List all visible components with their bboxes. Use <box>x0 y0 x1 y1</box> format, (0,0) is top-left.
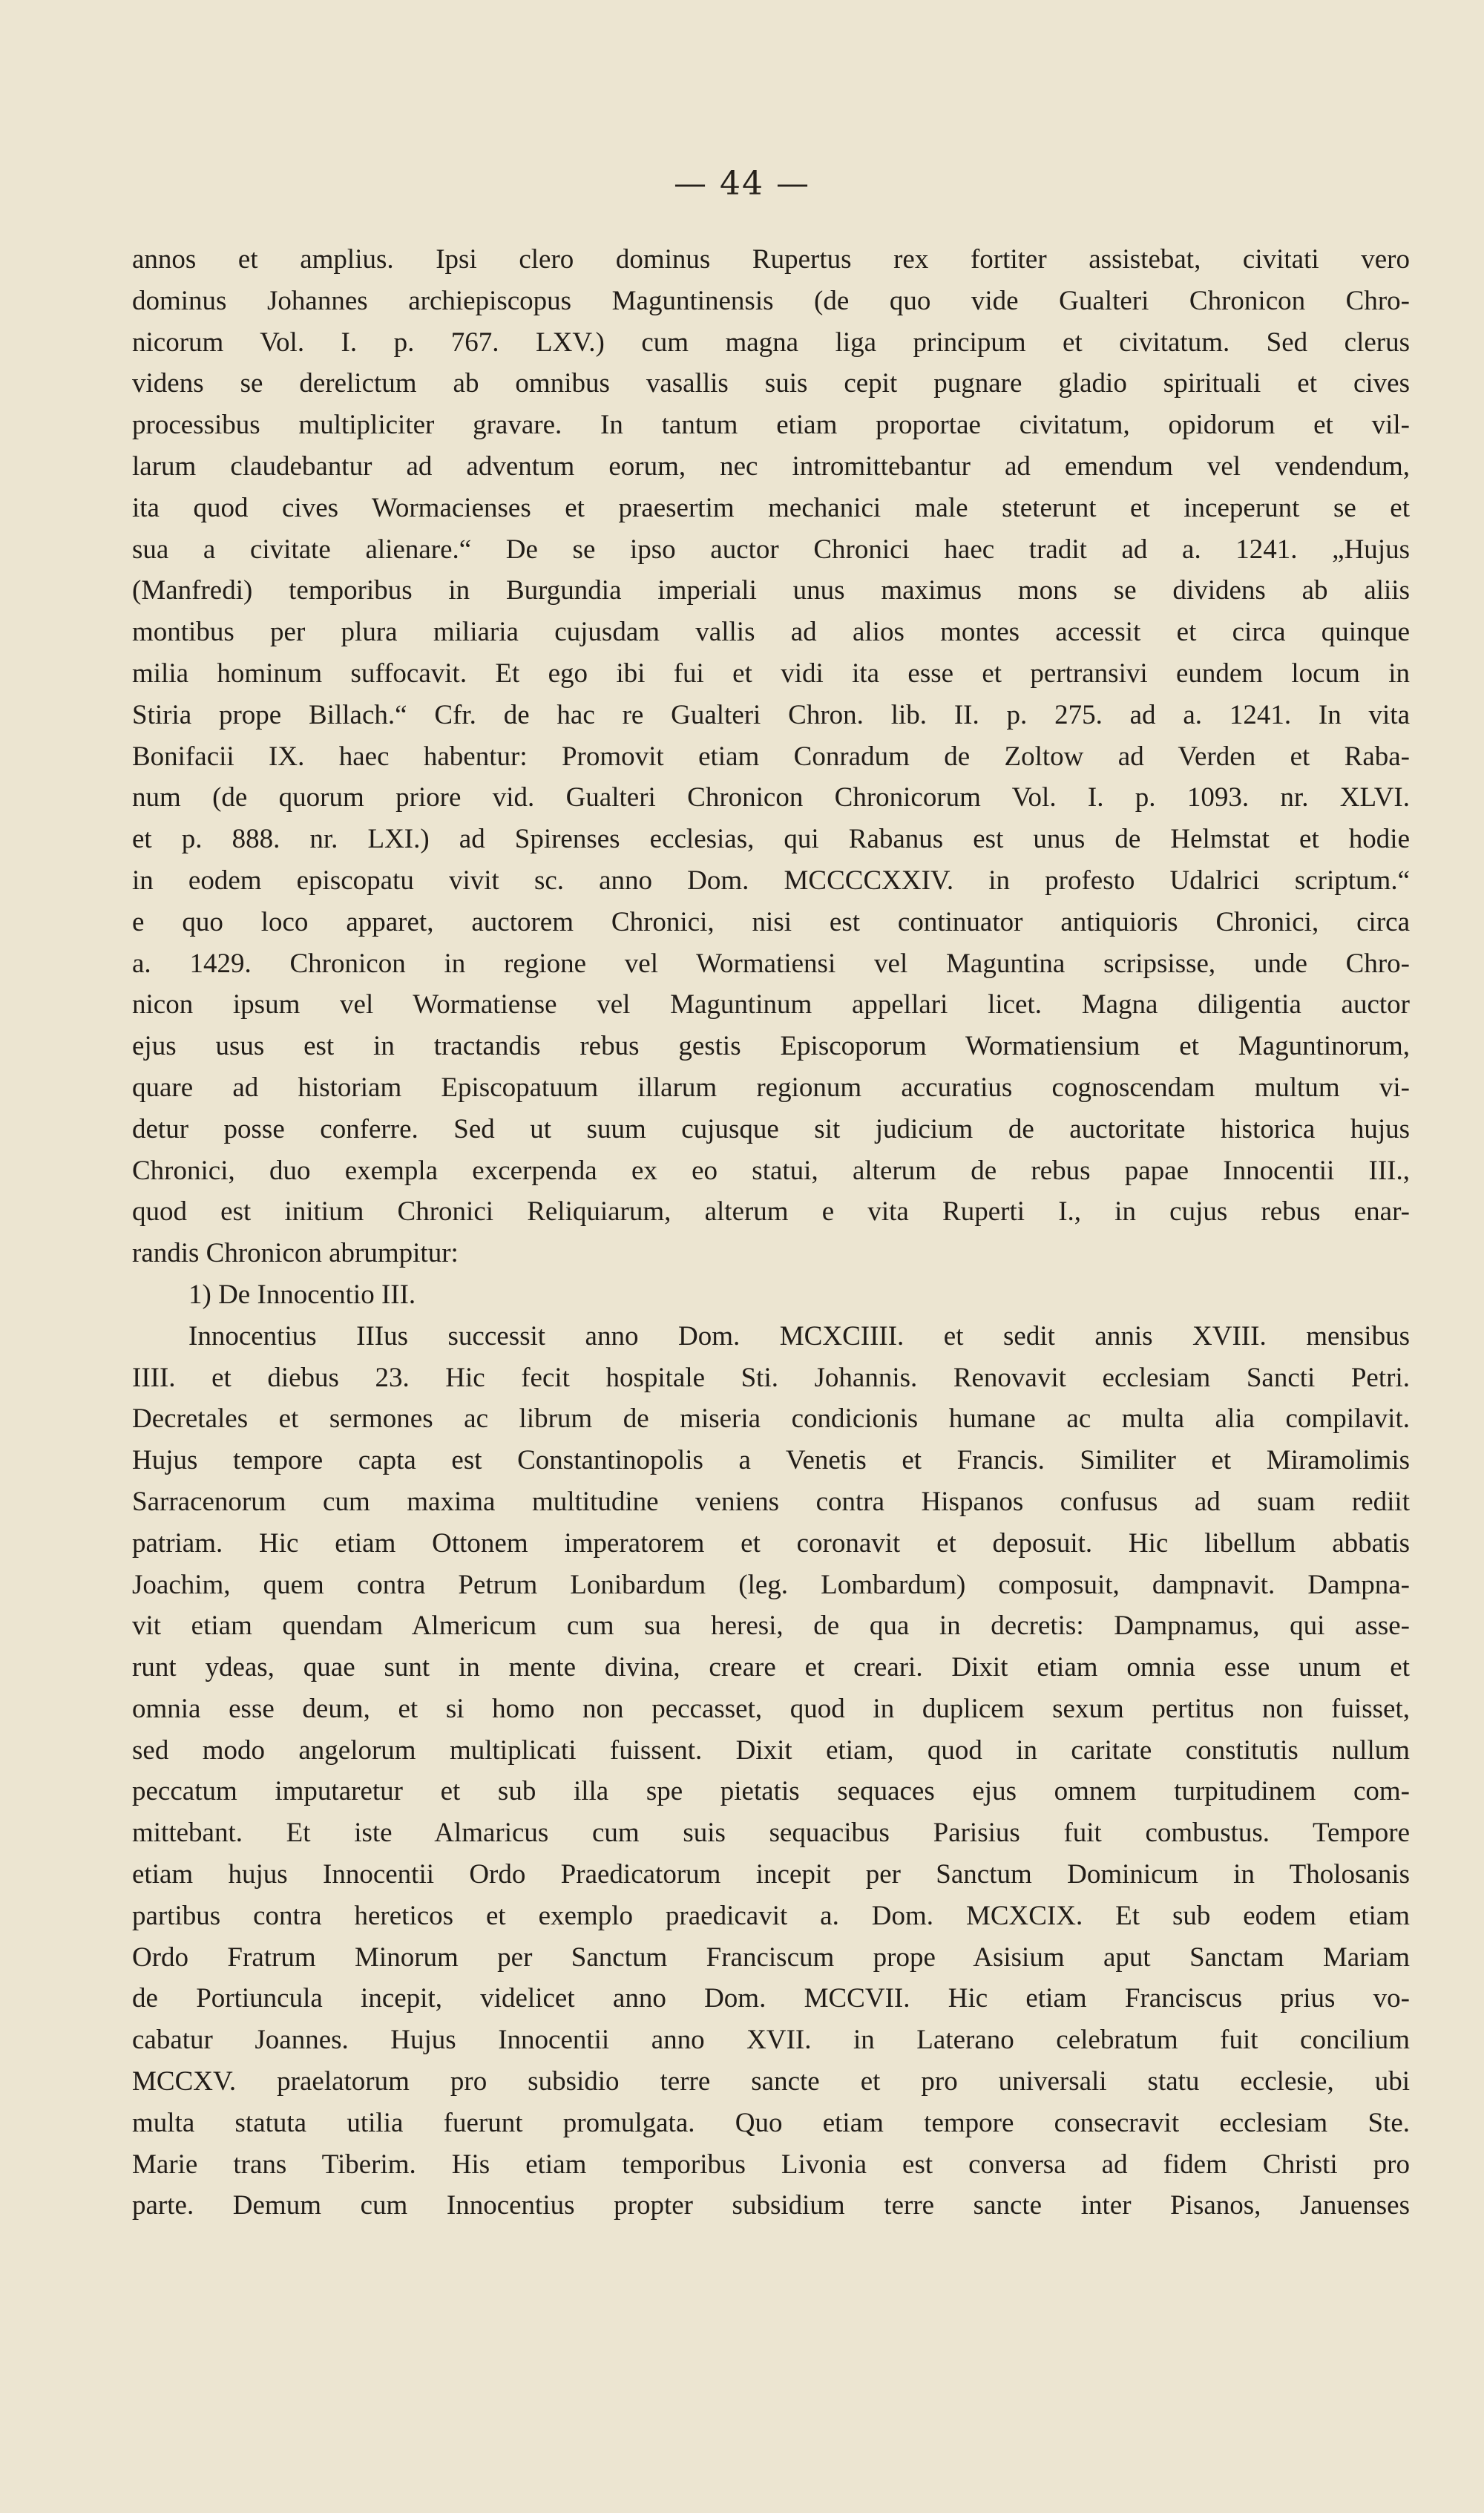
text-line: nicorum Vol. I. p. 767. LXV.) cum magna liga principum et civitatum. Sed clerus <box>132 327 1410 358</box>
text-line: Joachim, quem contra Petrum Lonibardum (leg. Lombardum) composuit, dampnavit. Dampna- <box>132 1569 1410 1600</box>
text-line: parte. Demum cum Innocentius propter subsidium terre sancte inter Pisanos, Januenses <box>132 2190 1410 2221</box>
text-line: IIII. et diebus 23. Hic fecit hospitale Sti. Johannis. Renovavit ecclesiam Sancti Petri. <box>132 1362 1410 1393</box>
text-line: MCCXV. praelatorum pro subsidio terre sancte et pro universali statu ecclesie, ubi <box>132 2066 1410 2097</box>
text-line: videns se derelictum ab omnibus vasallis suis cepit pugnare gladio spirituali et cives <box>132 368 1410 399</box>
text-line: nicon ipsum vel Wormatiense vel Maguntinum appellari licet. Magna diligentia auctor <box>132 989 1410 1020</box>
text-line: Ordo Fratrum Minorum per Sanctum Franciscum prope Asisium aput Sanctam Mariam <box>132 1942 1410 1973</box>
text-line: et p. 888. nr. LXI.) ad Spirenses ecclesias, qui Rabanus est unus de Helmstat et hodie <box>132 824 1410 855</box>
text-line: larum claudebantur ad adventum eorum, nec intromittebantur ad emendum vel vendendum, <box>132 450 1410 482</box>
text-line: Chronici, duo exempla excerpenda ex eo statui, alterum de rebus papae Innocentii III., <box>132 1155 1410 1186</box>
text-line: de Portiuncula incepit, videlicet anno Dom. MCCVII. Hic etiam Franciscus prius vo- <box>132 1983 1410 2014</box>
text-line: sua a civitate alienare.“ De se ipso auctor Chronici haec tradit ad a. 1241. „Hujus <box>132 534 1410 565</box>
text-line: (Manfredi) temporibus in Burgundia imperiali unus maximus mons se dividens ab aliis <box>132 575 1410 606</box>
text-line: detur posse conferre. Sed ut suum cujusque sit judicium de auctoritate historica hujus <box>132 1113 1410 1144</box>
text-line: randis Chronicon abrumpitur: <box>132 1238 459 1269</box>
text-line: Sarracenorum cum maxima multitudine veniens contra Hispanos confusus ad suam rediit <box>132 1486 1410 1517</box>
text-line: Bonifacii IX. haec habentur: Promovit etiam Conradum de Zoltow ad Verden et Raba- <box>132 741 1410 772</box>
text-line: patriam. Hic etiam Ottonem imperatorem et coronavit et deposuit. Hic libellum abbatis <box>132 1527 1410 1559</box>
body-text <box>132 239 1410 2227</box>
text-line: montibus per plura miliaria cujusdam vallis ad alios montes accessit et circa quinque <box>132 617 1410 648</box>
text-line: quare ad historiam Episcopatuum illarum regionum accuratius cognoscendam multum vi- <box>132 1072 1410 1103</box>
text-line: vit etiam quendam Almericum cum sua heresi, de qua in decretis: Dampnamus, qui asse- <box>132 1611 1410 1642</box>
text-line: dominus Johannes archiepiscopus Maguntinensis (de quo vide Gualteri Chronicon Chro- <box>132 285 1410 316</box>
text-line: cabatur Joannes. Hujus Innocentii anno XVII. in Laterano celebratum fuit concilium <box>132 2025 1410 2056</box>
text-line: etiam hujus Innocentii Ordo Praedicatorum incepit per Sanctum Dominicum in Tholosanis <box>132 1859 1410 1890</box>
text-line: omnia esse deum, et si homo non peccasset, quod in duplicem sexum pertitus non fuisset, <box>132 1693 1410 1724</box>
text-line: quod est initium Chronici Reliquiarum, alterum e vita Ruperti I., in cujus rebus enar- <box>132 1196 1410 1228</box>
text-line: sed modo angelorum multiplicati fuissent. Dixit etiam, quod in caritate constitutis nullum <box>132 1734 1410 1766</box>
text-line: ejus usus est in tractandis rebus gestis Episcoporum Wormatiensium et Maguntinorum, <box>132 1031 1410 1062</box>
text-line: a. 1429. Chronicon in regione vel Wormatiensi vel Maguntina scripsisse, unde Chro- <box>132 948 1410 979</box>
text-line: mittebant. Et iste Almaricus cum suis sequacibus Parisius fuit combustus. Tempore <box>132 1818 1410 1849</box>
page-number: — 44 — <box>674 165 810 203</box>
text-line: peccatum imputaretur et sub illa spe pietatis sequaces ejus omnem turpitudinem com- <box>132 1776 1410 1807</box>
text-line: e quo loco apparet, auctorem Chronici, nisi est continuator antiquioris Chronici, circa <box>132 906 1410 937</box>
section-heading: 1) De Innocentio III. <box>188 1279 416 1310</box>
text-line: Innocentius IIIus successit anno Dom. MCXCIIII. et sedit annis XVIII. mensibus <box>188 1320 1410 1351</box>
text-line: runt ydeas, quae sunt in mente divina, creare et creari. Dixit etiam omnia esse unum et <box>132 1652 1410 1683</box>
text-line: ita quod cives Wormacienses et praesertim mechanici male steterunt et inceperunt se et <box>132 492 1410 523</box>
text-line: Stiria prope Billach.“ Cfr. de hac re Gualteri Chron. lib. II. p. 275. ad a. 1241. In vita <box>132 699 1410 730</box>
text-line: milia hominum suffocavit. Et ego ibi fui et vidi ita esse et pertransivi eundem locum in <box>132 658 1410 689</box>
text-line: multa statuta utilia fuerunt promulgata. Quo etiam tempore consecravit ecclesiam Ste. <box>132 2107 1410 2138</box>
text-line: partibus contra hereticos et exemplo praedicavit a. Dom. MCXCIX. Et sub eodem etiam <box>132 1900 1410 1931</box>
text-line: Decretales et sermones ac librum de miseria condicionis humane ac multa alia compilavit. <box>132 1403 1410 1435</box>
text-line: in eodem episcopatu vivit sc. anno Dom. MCCCCXXIV. in profesto Udalrici scriptum.“ <box>132 865 1410 896</box>
text-line: annos et amplius. Ipsi clero dominus Rupertus rex fortiter assistebat, civitati vero <box>132 244 1410 275</box>
text-line: Marie trans Tiberim. His etiam temporibus Livonia est conversa ad fidem Christi pro <box>132 2149 1410 2180</box>
text-line: Hujus tempore capta est Constantinopolis a Venetis et Francis. Similiter et Miramolimis <box>132 1445 1410 1476</box>
text-line: processibus multipliciter gravare. In tantum etiam proportae civitatum, opidorum et vil- <box>132 410 1410 441</box>
text-line: num (de quorum priore vid. Gualteri Chronicon Chronicorum Vol. I. p. 1093. nr. XLVI. <box>132 782 1410 813</box>
